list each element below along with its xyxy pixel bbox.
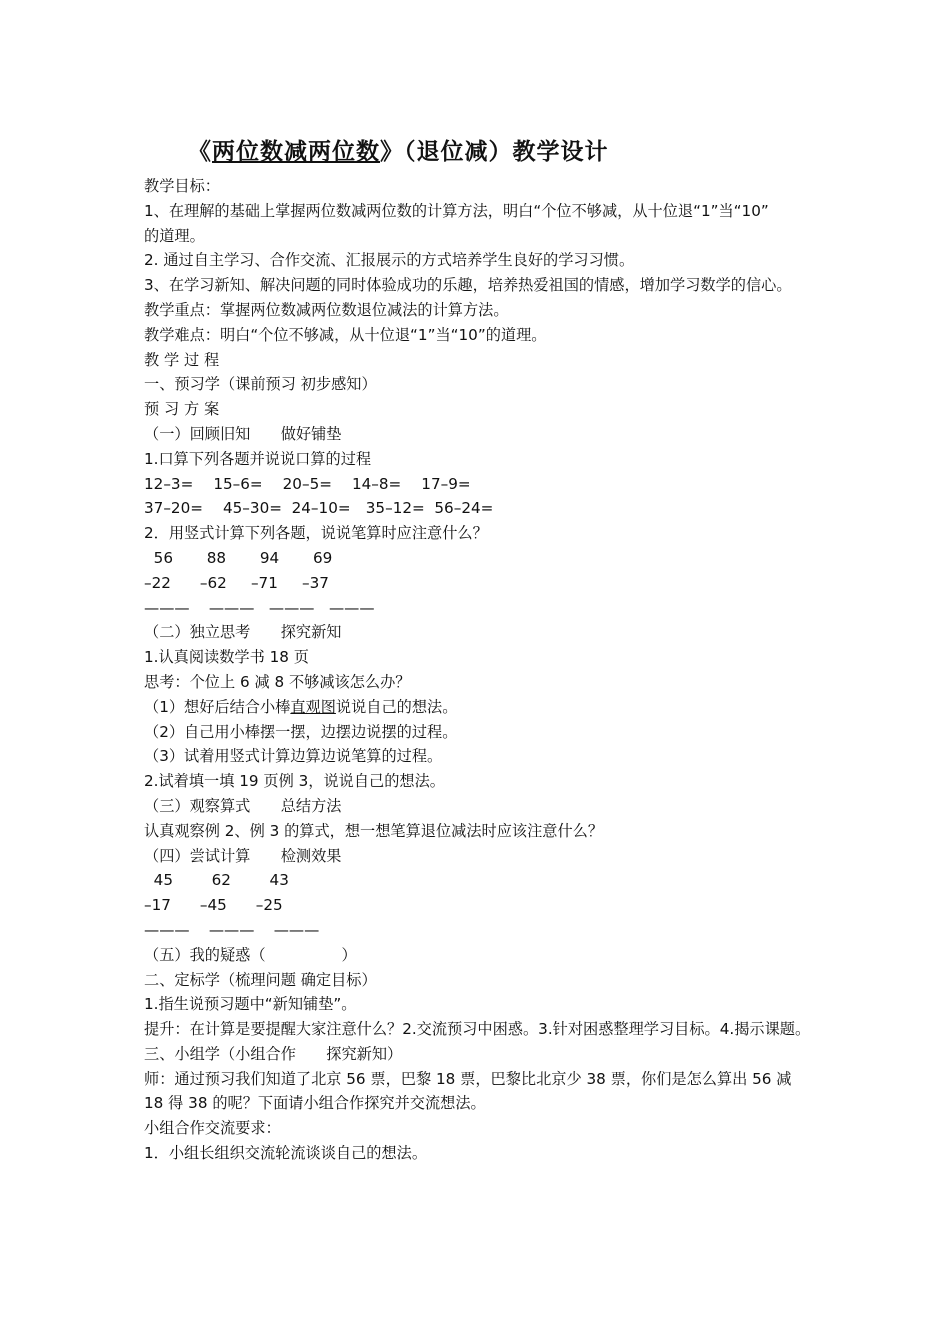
subsection-heading: （四）尝试计算 检测效果 — [144, 846, 342, 865]
vertical-calc-row: –22 –62 –71 –37 — [144, 573, 329, 592]
vertical-calc-rule: ——— ——— ——— ——— — [144, 598, 375, 617]
paragraph: 认真观察例 2、例 3 的算式，想一想笔算退位减法时应该注意什么？ — [144, 821, 604, 840]
paragraph: 1．小组长组织交流轮流谈谈自己的想法。 — [144, 1144, 428, 1163]
subsection-heading: （三）观察算式 总结方法 — [144, 796, 342, 815]
section-heading: 二、定标学（梳理问题 确定目标） — [144, 970, 377, 989]
subsection-heading: （二）独立思考 探究新知 — [144, 623, 342, 642]
paragraph: 1.口算下列各题并说说口算的过程 — [144, 449, 372, 468]
subsection-heading: （五）我的疑惑（ ） — [144, 945, 357, 964]
paragraph: 1.认真阅读数学书 18 页 — [144, 648, 309, 667]
subsection-heading: （一）回顾旧知 做好铺垫 — [144, 424, 342, 443]
title-close: 》（退位减）教学设计 — [380, 139, 609, 165]
paragraph: 教学重点：掌握两位数减两位数退位减法的计算方法。 — [144, 300, 509, 319]
section-heading: 教学目标： — [144, 177, 220, 195]
paragraph: 1.指生说预习题中“新知铺垫”。 — [144, 995, 357, 1014]
paragraph: （3）试着用竖式计算边算边说笔算的过程。 — [144, 747, 443, 766]
paragraph: 师：通过预习我们知道了北京 56 票，巴黎 18 票，巴黎比北京少 38 票，你们是怎么算出 56 减 18 得 38 的呢？下面请小组合作探究并交流想法。 — [144, 1069, 792, 1113]
paragraph: 1、在理解的基础上掌握两位数减两位数的计算方法，明白“个位不够减，从十位退“1”当“10” 的道理。 — [144, 201, 800, 245]
paragraph: 提升：在计算是要提醒大家注意什么？2.交流预习中困惑。3.针对困惑整理学习目标。4.揭示课题。 — [144, 1020, 811, 1039]
document-body — [144, 174, 812, 1166]
paragraph: （2）自己用小棒摆一摆，边摆边说摆的过程。 — [144, 722, 458, 741]
exercise-row: 12–3= 15–6= 20–5= 14–8= 17–9= — [144, 474, 471, 493]
paragraph: 2.试着填一填 19 页例 3，说说自己的想法。 — [144, 772, 445, 791]
paragraph: 小组合作交流要求： — [144, 1119, 281, 1138]
paragraph: 思考：个位上 6 减 8 不够减该怎么办？ — [144, 672, 411, 691]
text-run: （1）想好后结合小棒 — [144, 697, 291, 716]
vertical-calc-row: 45 62 43 — [144, 871, 289, 890]
section-heading: 一、预习学（课前预习 初步感知） — [144, 375, 377, 394]
title-open: 《 — [188, 139, 212, 165]
text-run: 说说自己的想法。 — [335, 697, 458, 716]
underlined-term: 直观图 — [290, 697, 336, 716]
vertical-calc-rule: ——— ——— ——— — [144, 920, 320, 939]
section-heading: 三、小组学（小组合作 探究新知） — [144, 1044, 403, 1063]
paragraph: 2．用竖式计算下列各题，说说笔算时应注意什么？ — [144, 524, 488, 543]
page-title — [188, 133, 609, 166]
paragraph — [144, 695, 812, 720]
paragraph: 2. 通过自主学习、合作交流、汇报展示的方式培养学生良好的学习习惯。 — [144, 251, 635, 270]
vertical-calc-row: 56 88 94 69 — [144, 548, 333, 567]
section-heading: 教 学 过 程 — [144, 350, 220, 369]
paragraph: 教学难点：明白“个位不够减，从十位退“1”当“10”的道理。 — [144, 325, 547, 344]
title-main: 两位数减两位数 — [212, 139, 380, 165]
vertical-calc-row: –17 –45 –25 — [144, 896, 283, 915]
section-heading: 预 习 方 案 — [144, 400, 220, 419]
exercise-row: 37–20= 45–30= 24–10= 35–12= 56–24= — [144, 499, 494, 518]
paragraph: 3、在学习新知、解决问题的同时体验成功的乐趣，培养热爱祖国的情感，增加学习数学的信心。 — [144, 276, 792, 295]
